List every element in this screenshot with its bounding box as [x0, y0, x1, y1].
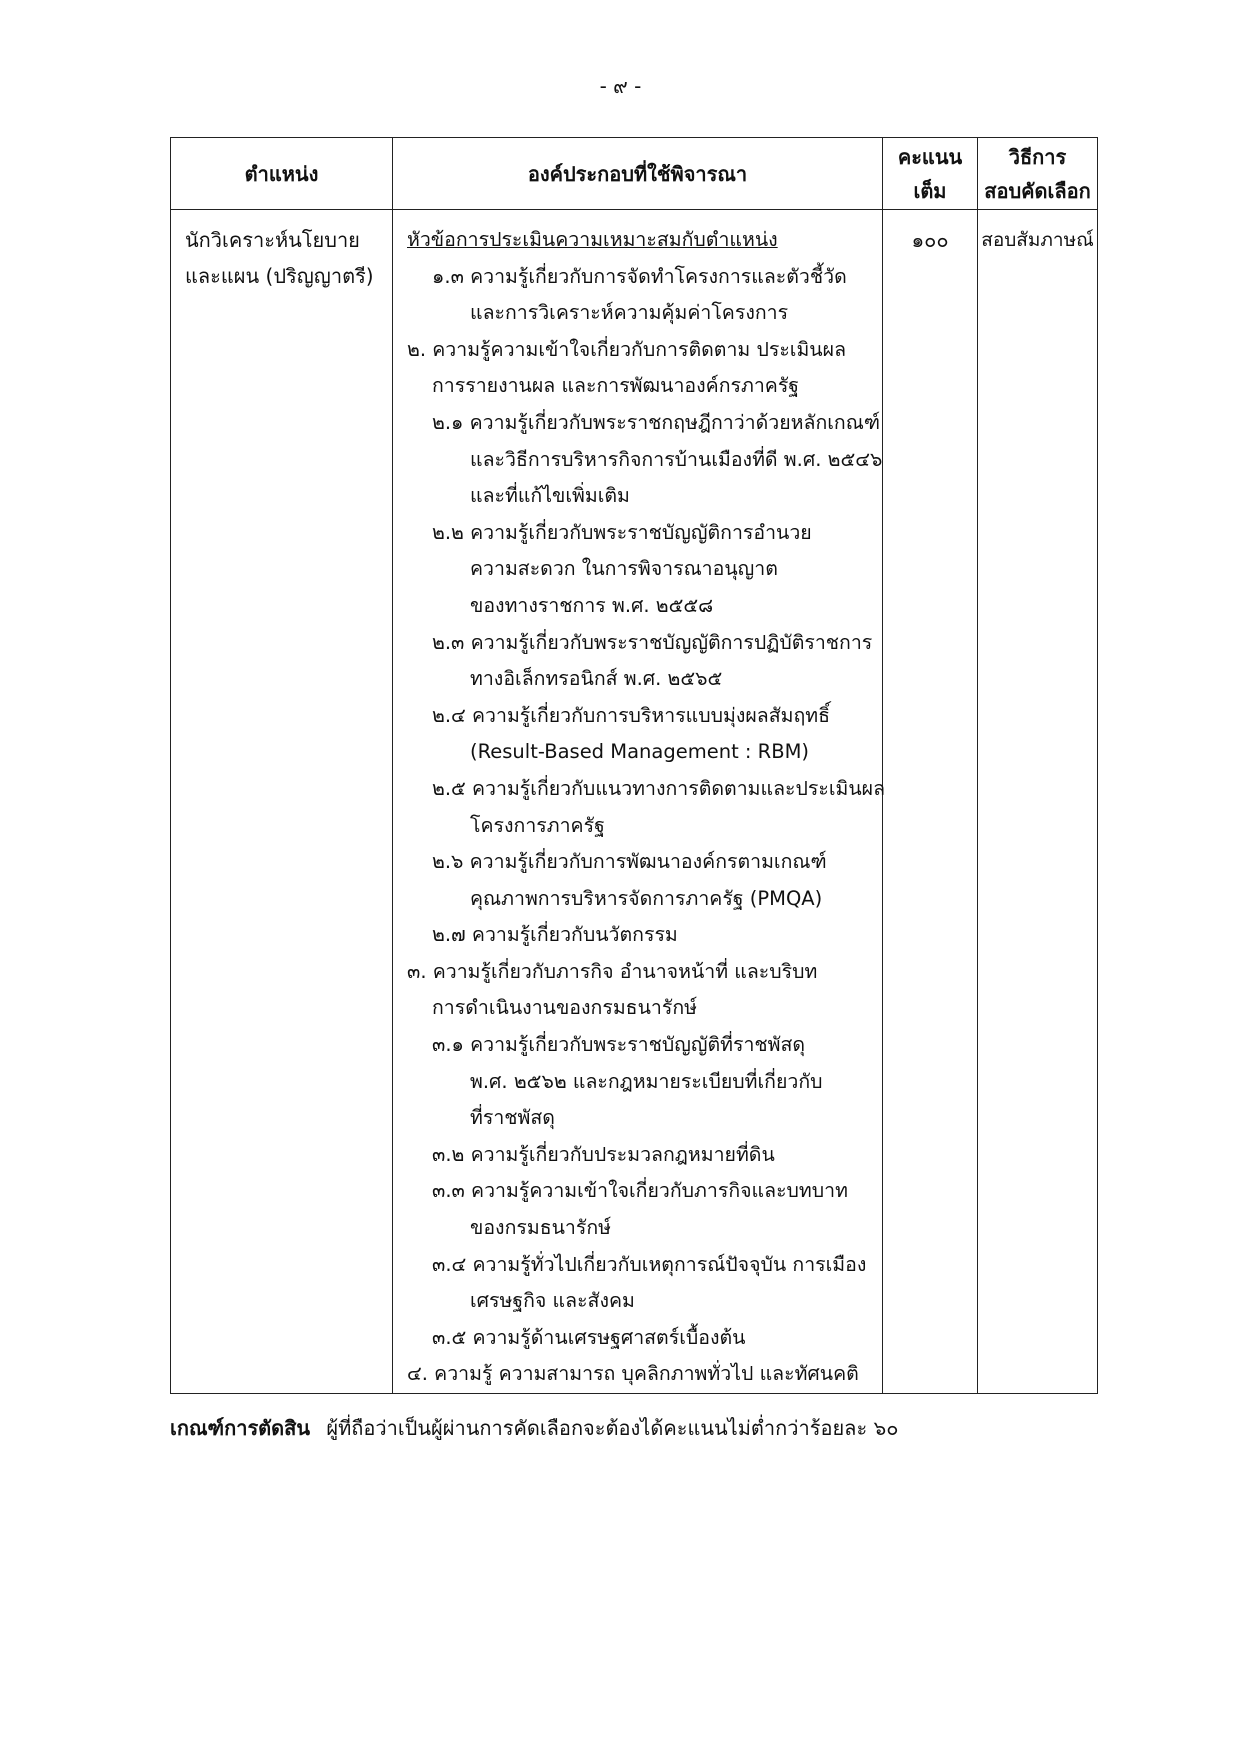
component-line: ๒.๔ ความรู้เกี่ยวกับการบริหารแบบมุ่งผลสัมฤทธิ์ [432, 703, 831, 727]
header-position: ตำแหน่ง [171, 138, 393, 210]
component-line: คุณภาพการบริหารจัดการภาครัฐ (PMQA) [470, 886, 823, 910]
component-line: ๒.๑ ความรู้เกี่ยวกับพระราชกฤษฎีกาว่าด้วยหลักเกณฑ์ [432, 410, 881, 434]
header-full-score [883, 138, 978, 210]
component-line: ๓.๕ ความรู้ด้านเศรษฐศาสตร์เบื้องต้น [432, 1325, 746, 1349]
header-method-line-2: สอบคัดเลือก [984, 178, 1091, 203]
component-line: ความสะดวก ในการพิจารณาอนุญาต [470, 557, 778, 581]
header-method-line-1: วิธีการ [1008, 144, 1067, 169]
component-line: ๓.๓ ความรู้ความเข้าใจเกี่ยวกับภารกิจและบทบาท [432, 1179, 848, 1203]
component-line: โครงการภาครัฐ [470, 813, 605, 837]
position-line-2: และแผน (ปริญญาตรี) [185, 264, 374, 288]
decision-criteria-label: เกณฑ์การตัดสิน [170, 1416, 311, 1440]
components-cell [393, 210, 886, 1394]
header-components: องค์ประกอบที่ใช้พิจารณา [393, 138, 883, 210]
header-full-score-line-2: เต็ม [913, 178, 947, 203]
component-line: ๒. ความรู้ความเข้าใจเกี่ยวกับการติดตาม ประเมินผล [407, 337, 847, 361]
components-list [399, 222, 886, 1393]
component-line: และการวิเคราะห์ความคุ้มค่าโครงการ [470, 301, 789, 325]
header-method [978, 138, 1098, 210]
components-heading: หัวข้อการประเมินความเหมาะสมกับตำแหน่ง [407, 228, 778, 251]
component-line: ๔. ความรู้ ความสามารถ บุคลิกภาพทั่วไป และทัศนคติ [407, 1362, 859, 1386]
component-line: การดำเนินงานของกรมธนารักษ์ [432, 996, 697, 1020]
component-line: พ.ศ. ๒๕๖๒ และกฎหมายระเบียบที่เกี่ยวกับ [470, 1069, 823, 1093]
component-line: (Result-Based Management : RBM) [470, 740, 810, 764]
component-line: ๓.๒ ความรู้เกี่ยวกับประมวลกฎหมายที่ดิน [432, 1142, 775, 1166]
component-line: และวิธีการบริหารกิจการบ้านเมืองที่ดี พ.ศ. ๒๕๔๖ [470, 447, 883, 471]
component-line: ของทางราชการ พ.ศ. ๒๕๕๘ [470, 593, 714, 617]
component-line: ๑.๓ ความรู้เกี่ยวกับการจัดทำโครงการและตัวชี้วัด [432, 264, 847, 288]
selection-criteria-table [170, 137, 1098, 1394]
component-line: ๒.๕ ความรู้เกี่ยวกับแนวทางการติดตามและประเมินผล [432, 776, 886, 800]
component-line: เศรษฐกิจ และสังคม [470, 1289, 635, 1313]
full-score-cell: ๑๐๐ [883, 210, 978, 1394]
position-line-1: นักวิเคราะห์นโยบาย [185, 228, 360, 252]
page-number: - ๙ - [599, 74, 642, 98]
component-line: ๒.๒ ความรู้เกี่ยวกับพระราชบัญญัติการอำนวย [432, 520, 812, 544]
position-cell [171, 210, 393, 1394]
component-line: ของกรมธนารักษ์ [470, 1216, 612, 1240]
component-line: ๓. ความรู้เกี่ยวกับภารกิจ อำนาจหน้าที่ และบริบท [407, 959, 818, 983]
method-cell: สอบสัมภาษณ์ [978, 210, 1098, 1394]
component-line: ๒.๖ ความรู้เกี่ยวกับการพัฒนาองค์กรตามเกณฑ์ [432, 850, 827, 874]
component-line: การรายงานผล และการพัฒนาองค์กรภาครัฐ [432, 374, 800, 398]
decision-criteria [170, 1412, 898, 1444]
decision-criteria-text: ผู้ที่ถือว่าเป็นผู้ผ่านการคัดเลือกจะต้องได้คะแนนไม่ต่ำกว่าร้อยละ ๖๐ [326, 1416, 899, 1440]
component-line: ๓.๔ ความรู้ทั่วไปเกี่ยวกับเหตุการณ์ปัจจุบัน การเมือง [432, 1252, 867, 1276]
table-header-row [171, 138, 1098, 210]
component-line: และที่แก้ไขเพิ่มเติม [470, 484, 630, 508]
table-row [171, 210, 1098, 1394]
component-line: ๒.๗ ความรู้เกี่ยวกับนวัตกรรม [432, 923, 678, 947]
component-line: ทางอิเล็กทรอนิกส์ พ.ศ. ๒๕๖๕ [470, 667, 723, 691]
component-line: ๒.๓ ความรู้เกี่ยวกับพระราชบัญญัติการปฏิบัติราชการ [432, 630, 873, 654]
component-line: ๓.๑ ความรู้เกี่ยวกับพระราชบัญญัติที่ราชพัสดุ [432, 1033, 806, 1057]
header-full-score-line-1: คะแนน [897, 144, 963, 169]
component-line: ที่ราชพัสดุ [470, 1106, 555, 1130]
